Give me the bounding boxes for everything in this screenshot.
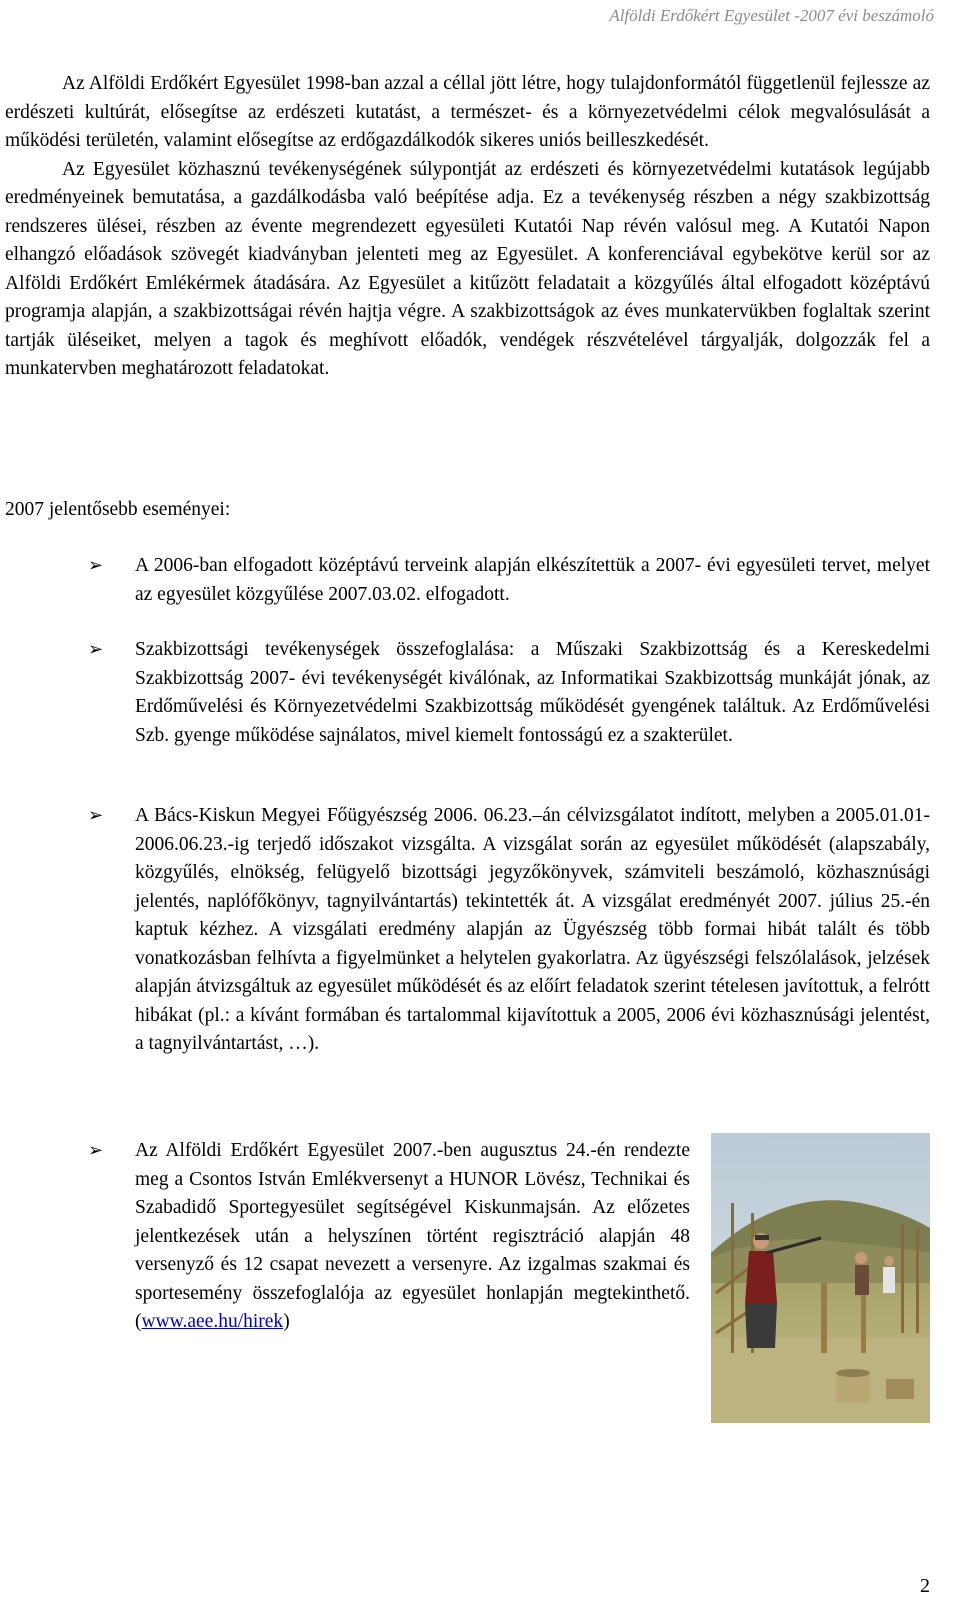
list-item-text: A Bács-Kiskun Megyei Főügyészség 2006. 06.23.–án célvizsgálatot indított, melyben a 2005.01.01-2006.06.23.-ig terjedő időszakot vizsgálta. A vizsgálat során az egyesület működését (alapszabály, közgyűlés, elnökség, felügyelő bizottsági jegyzőkönyvek, számviteli beszámoló, közhasznúsági jelentés, naplófőkönyv, tagnyilvántartás) tekintették át. A vizsgálat eredményét 2007. július 25.-én kaptuk kézhez. A vizsgálati eredmény alapján az Ügyészség több formai hibát talált és több vonatkozásban felhívta a figyelmünket a helytelen gyakorlatra. Az ügyészségi felszólalások, jelzések alapján átvizsgáltuk az egyesület működését és az előírt feladatok szerint tételesen javítottuk, a felrótt hibákat (pl.: a kívánt formában és tartalommal kijavítottuk a 2005, 2006 évi közhasznúsági jelentést, a tagnyilvántartást, …). <box>135 805 930 1054</box>
list-item-text-body: Az Alföldi Erdőkért Egyesület 2007.-ben augusztus 24.-én rendezte meg a Csontos István Emlékversenyt a HUNOR Lövész, Technikai és Szabadidő Sportegyesület segítségével Kiskunmajsán. Az előzetes jelentkezések után a helyszínen történt regisztráció alapján 48 versenyző és 12 csapat nevezett a versenyre. Az izgalmas szakmai és sportesemény összefoglalója az egyesület honlapján megtekinthető. ( <box>135 1140 690 1332</box>
page-number: 2 <box>920 1575 930 1597</box>
shooting-competition-photo <box>711 1133 930 1423</box>
arrow-bullet-icon: ➢ <box>88 555 104 576</box>
arrow-bullet-icon: ➢ <box>88 639 104 660</box>
list-item-text: A 2006-ban elfogadott középtávú terveink alapján elkészítettük a 2007- évi egyesületi tervet, melyet az egyesület közgyűlése 2007.03.02. elfogadott. <box>135 555 930 605</box>
list-item-text: Szakbizottsági tevékenységek összefoglalása: a Műszaki Szakbizottság és a Kereskedelmi Szakbizottság 2007- évi tevékenységét kiválónak, az Informatikai Szakbizottság munkáját jónak, az Erdőművelési és Környezetvédelmi Szakbizottság működését gyengének találtuk. Az Erdőművelési Szb. gyenge működése sajnálatos, mivel kiemelt fontosságú ez a szakterület. <box>135 639 930 746</box>
link-closing-paren: ) <box>283 1311 290 1332</box>
events-heading: 2007 jelentősebb eseményei: <box>5 499 231 520</box>
list-item-text <box>135 1137 690 1337</box>
photo-illustration <box>711 1133 930 1423</box>
website-link[interactable]: www.aee.hu/hirek <box>141 1311 284 1332</box>
intro-section <box>5 70 930 384</box>
arrow-bullet-icon: ➢ <box>88 805 104 826</box>
intro-paragraph-1: Az Alföldi Erdőkért Egyesület 1998-ban azzal a céllal jött létre, hogy tulajdonformától függetlenül fejlessze az erdészeti kultúrát, elősegítse az erdészeti kutatást, a természet- és a környezetvédelmi célok megvalósulását a működési területén, valamint elősegítse az erdőgazdálkodók sikeres uniós beilleszkedését. <box>5 73 930 151</box>
arrow-bullet-icon: ➢ <box>88 1140 104 1161</box>
running-header: Alföldi Erdőkért Egyesület -2007 évi beszámoló <box>609 6 934 25</box>
intro-paragraph-2: Az Egyesület közhasznú tevékenységének súlypontját az erdészeti és környezetvédelmi kutatások legújabb eredményeinek bemutatása, a gazdálkodásba való beépítése adja. Ez a tevékenység részben a négy szakbizottság rendszeres ülései, részben az évente megrendezett egyesületi Kutatói Nap révén valósul meg. A Kutatói Napon elhangzó előadások szövegét kiadványban jelenteti meg az Egyesület. A konferenciával egybekötve kerül sor az Alföldi Erdőkért Emlékérmek átadására. Az Egyesület a kitűzött feladatait a közgyűlés által elfogadott középtávú programja alapján, a szakbizottságai révén hajtja végre. A szakbizottságok az éves munkatervükben foglaltak szerint tartják üléseiket, melyen a tagok és meghívott előadók, vendégek részvételével tárgyalják, dolgozzák fel a munkatervben meghatározott feladatokat. <box>5 158 930 379</box>
